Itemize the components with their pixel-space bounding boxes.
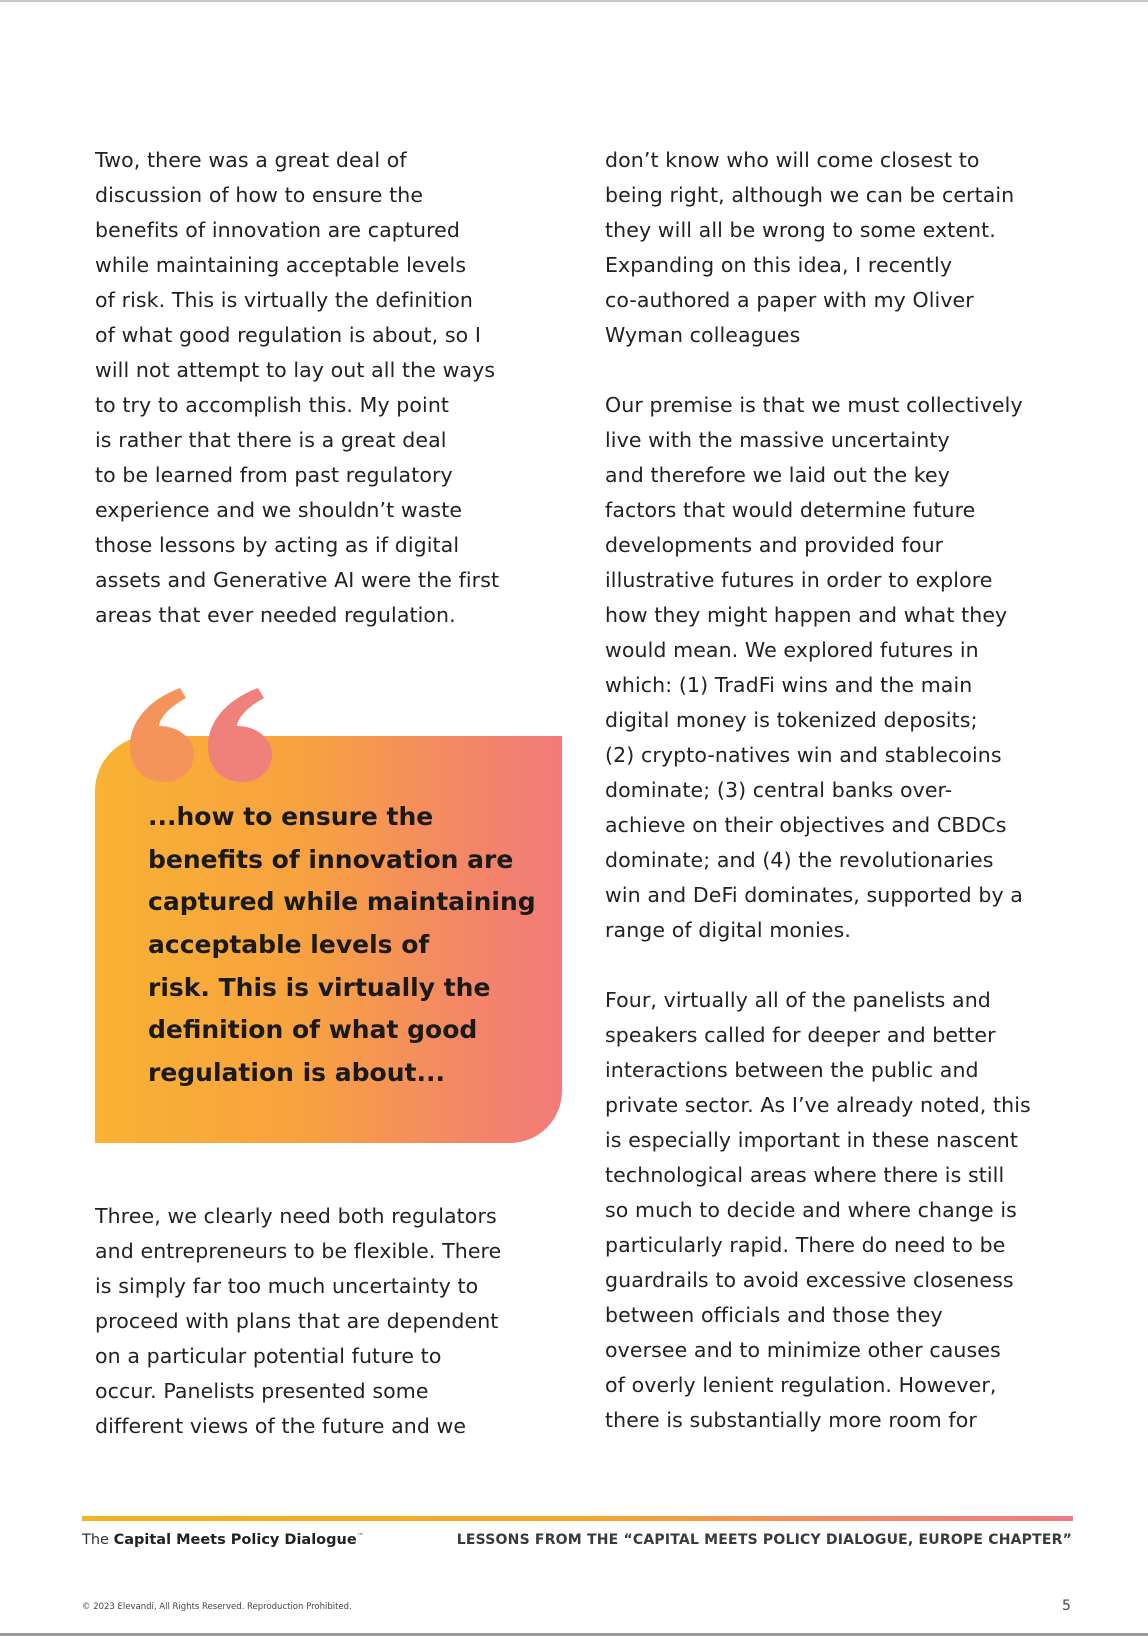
text-line: live with the massive uncertainty	[605, 428, 950, 452]
text-line: illustrative futures in order to explore	[605, 568, 993, 592]
page-number: 5	[1062, 1598, 1071, 1614]
text-line: assets and Generative AI were the first	[95, 568, 500, 592]
text-line: while maintaining acceptable levels	[95, 253, 467, 277]
footer-brand	[82, 1532, 364, 1548]
text-line: areas that ever needed regulation.	[95, 603, 456, 627]
right-column-paragraph-1	[605, 143, 1075, 353]
text-line: don’t know who will come closest to	[605, 148, 980, 172]
left-column-paragraph-2	[95, 1199, 565, 1444]
text-line: on a particular potential future to	[95, 1344, 442, 1368]
text-line: benefits of innovation are captured	[95, 218, 461, 242]
text-line: experience and we shouldn’t waste	[95, 498, 463, 522]
quote-line: regulation is about...	[148, 1058, 445, 1088]
text-line: Three, we clearly need both regulators	[95, 1204, 497, 1228]
text-line: there is substantially more room for	[605, 1408, 977, 1432]
text-line: and entrepreneurs to be flexible. There	[95, 1239, 502, 1263]
text-line: developments and provided four	[605, 533, 944, 557]
text-line: dominate; and (4) the revolutionaries	[605, 848, 994, 872]
text-line: would mean. We explored futures in	[605, 638, 979, 662]
text-line: to be learned from past regulatory	[95, 463, 453, 487]
text-line: speakers called for deeper and better	[605, 1023, 996, 1047]
text-line: win and DeFi dominates, supported by a	[605, 883, 1023, 907]
text-line: different views of the future and we	[95, 1414, 467, 1438]
text-line: dominate; (3) central banks over-	[605, 778, 953, 802]
text-line: which: (1) TradFi wins and the main	[605, 673, 973, 697]
top-border	[0, 0, 1148, 2]
text-line: of what good regulation is about, so I	[95, 323, 482, 347]
quote-line: ...how to ensure the	[148, 802, 434, 831]
text-line: being right, although we can be certain	[605, 183, 1015, 207]
text-line: to try to accomplish this. My point	[95, 393, 450, 417]
right-column-paragraph-2	[605, 388, 1075, 948]
copyright-notice: © 2023 Elevandi, All Rights Reserved. Reproduction Prohibited.	[82, 1602, 352, 1612]
quote-line: definition of what good	[148, 1015, 478, 1045]
text-line: factors that would determine future	[605, 498, 976, 522]
text-line: is especially important in these nascent	[605, 1128, 1018, 1152]
text-line: will not attempt to lay out all the ways	[95, 358, 496, 382]
text-line: they will all be wrong to some extent.	[605, 218, 996, 242]
text-line: range of digital monies.	[605, 918, 852, 942]
text-line: proceed with plans that are dependent	[95, 1309, 499, 1333]
quote-marks-icon	[128, 686, 278, 782]
left-column-paragraph-1	[95, 143, 565, 633]
quote-line: acceptable levels of	[148, 930, 430, 960]
text-line: Two, there was a great deal of	[95, 148, 407, 172]
text-line: Wyman colleagues	[605, 323, 801, 347]
quote-line: benefits of innovation are	[148, 844, 514, 874]
brand-prefix: The	[82, 1532, 109, 1548]
text-line: particularly rapid. There do need to be	[605, 1233, 1006, 1257]
text-line: discussion of how to ensure the	[95, 183, 424, 207]
paragraph-gap	[605, 353, 1075, 388]
text-line: how they might happen and what they	[605, 603, 1008, 627]
text-line: those lessons by acting as if digital	[95, 533, 460, 557]
quote-line: risk. This is virtually the	[148, 972, 491, 1002]
text-line: achieve on their objectives and CBDCs	[605, 813, 1007, 837]
text-line: (2) crypto-natives win and stablecoins	[605, 743, 1002, 767]
text-line: digital money is tokenized deposits;	[605, 708, 978, 732]
text-line: occur. Panelists presented some	[95, 1379, 429, 1403]
text-line: interactions between the public and	[605, 1058, 979, 1082]
right-column	[605, 143, 1075, 1438]
text-line: technological areas where there is still	[605, 1163, 1005, 1187]
pull-quote-text	[148, 796, 536, 1095]
text-line: so much to decide and where change is	[605, 1198, 1017, 1222]
text-line: is rather that there is a great deal	[95, 428, 447, 452]
text-line: co-authored a paper with my Oliver	[605, 288, 974, 312]
text-line: Expanding on this idea, I recently	[605, 253, 953, 277]
text-line: is simply far too much uncertainty to	[95, 1274, 479, 1298]
quote-line: captured while maintaining	[148, 887, 536, 917]
footer-gradient-bar	[82, 1516, 1073, 1521]
text-line: guardrails to avoid excessive closeness	[605, 1268, 1014, 1292]
brand-name: Capital Meets Policy Dialogue	[113, 1532, 357, 1548]
paragraph-gap	[605, 948, 1075, 983]
text-line: between officials and those they	[605, 1303, 943, 1327]
text-line: of overly lenient regulation. However,	[605, 1373, 997, 1397]
text-line: and therefore we laid out the key	[605, 463, 950, 487]
text-line: Our premise is that we must collectively	[605, 393, 1023, 417]
trademark-symbol: ™	[356, 1532, 364, 1541]
text-line: Four, virtually all of the panelists and	[605, 988, 991, 1012]
right-column-paragraph-3	[605, 983, 1075, 1438]
running-title: LESSONS FROM THE “CAPITAL MEETS POLICY DIALOGUE, EUROPE CHAPTER”	[456, 1532, 1072, 1548]
text-line: of risk. This is virtually the definition	[95, 288, 473, 312]
text-line: private sector. As I’ve already noted, this	[605, 1093, 1031, 1117]
text-line: oversee and to minimize other causes	[605, 1338, 1001, 1362]
